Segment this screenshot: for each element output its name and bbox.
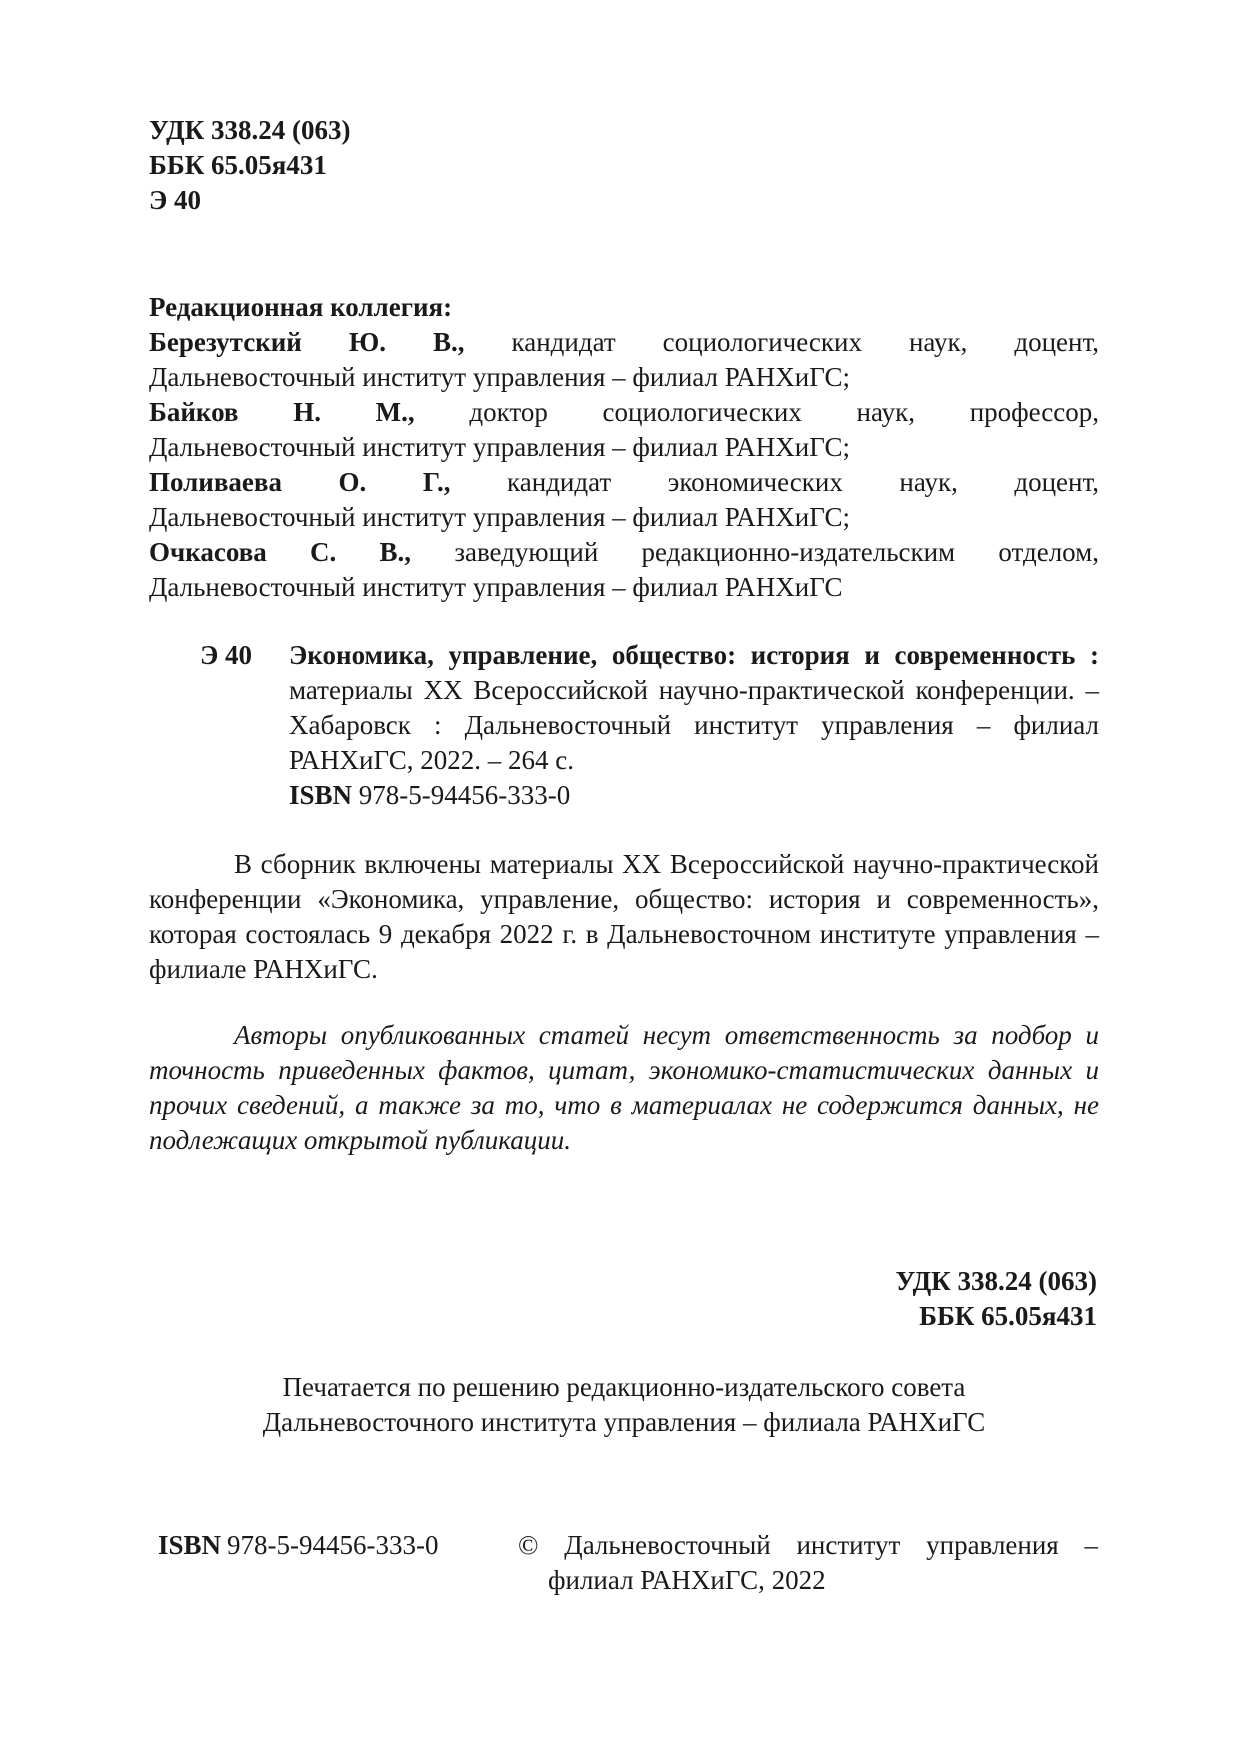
member-affiliation: Дальневосточный институт управления – филиал РАНХиГС; [149, 432, 850, 462]
footer-isbn [158, 1528, 439, 1563]
biblio-isbn [289, 778, 1099, 813]
member-position: кандидат социологических наук, доцент, [511, 327, 1100, 357]
member-name: Поливаева О. Г., [149, 467, 451, 497]
member-affiliation: Дальневосточный институт управления – филиал РАНХиГС; [149, 502, 850, 532]
biblio-code: Э 40 [200, 640, 253, 670]
board-member [149, 465, 1099, 535]
classification-block [149, 113, 549, 218]
copyright-line1: © Дальневосточный институт управления – [518, 1530, 1098, 1560]
member-position: заведующий редакционно-издательским отделом, [454, 537, 1100, 567]
isbn-number: 978-5-94456-333-0 [358, 780, 571, 810]
footer-copyright [518, 1528, 1098, 1598]
biblio-text [289, 638, 1099, 778]
biblio-record [289, 638, 1099, 813]
footer-isbn-number: 978-5-94456-333-0 [227, 1530, 439, 1560]
board-member-line [149, 535, 1099, 570]
member-position: кандидат экономических наук, доцент, [507, 467, 1100, 497]
classification-right [700, 1264, 1097, 1334]
member-position: доктор социологических наук, профессор, [469, 397, 1100, 427]
abstract-text: В сборник включены материалы XX Всероссийской научно-практической конференции «Экономика, управление, общество: история и современность», которая состоялась 9 декабря 2022 г. в Дальневосточном институте управления – филиале РАНХиГС. [149, 849, 1099, 984]
abstract-paragraph [149, 847, 1099, 987]
board-member [149, 535, 1099, 605]
member-name: Березутский Ю. В., [149, 327, 465, 357]
member-name: Очкасова С. В., [149, 537, 412, 567]
disclaimer-paragraph [149, 1018, 1099, 1158]
board-member-line [149, 465, 1099, 500]
author-sign: Э 40 [149, 185, 202, 215]
board-member-line [149, 325, 1099, 360]
member-affiliation: Дальневосточный институт управления – филиал РАНХиГС [149, 572, 843, 602]
board-heading: Редакционная коллегия: [149, 292, 453, 322]
board-member-line [149, 395, 1099, 430]
biblio-description: материалы XX Всероссийской научно-практической конференции. – Хабаровск : Дальневосточный институт управления – филиал РАНХиГС, 2022. – 264 с. [289, 675, 1099, 775]
print-decision-line2: Дальневосточного института управления – филиала РАНХиГС [262, 1407, 986, 1437]
print-decision-line1: Печатается по решению редакционно-издательского совета [282, 1372, 966, 1402]
member-name: Байков Н. М., [149, 397, 415, 427]
udk-code-right: УДК 338.24 (063) [895, 1266, 1097, 1296]
disclaimer-text: Авторы опубликованных статей несут ответственность за подбор и точность приведенных фактов, цитат, экономико-статистических данных и прочих сведений, а также за то, что в материалах не содержится данных, не подлежащих открытой публикации. [149, 1020, 1099, 1155]
member-affiliation: Дальневосточный институт управления – филиал РАНХиГС; [149, 362, 850, 392]
copyright-line2: филиал РАНХиГС, 2022 [548, 1565, 826, 1595]
board-member [149, 325, 1099, 395]
biblio-title: Экономика, управление, общество: история и современность : [289, 640, 1099, 670]
editorial-board [149, 290, 1099, 605]
isbn-label: ISBN [289, 780, 353, 810]
bbk-code-right: ББК 65.05я431 [919, 1301, 1097, 1331]
bbk-code: ББК 65.05я431 [149, 150, 327, 180]
print-decision [149, 1370, 1099, 1440]
board-member [149, 395, 1099, 465]
udk-code: УДК 338.24 (063) [149, 115, 351, 145]
footer-isbn-label: ISBN [158, 1530, 222, 1560]
